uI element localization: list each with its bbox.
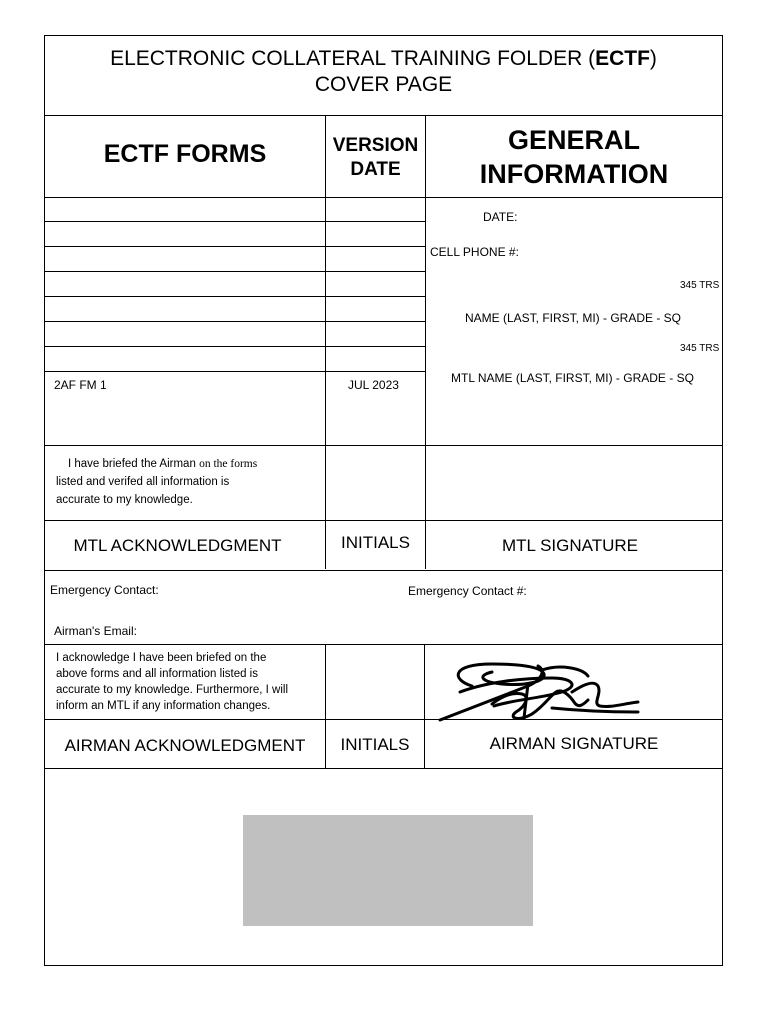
airman-initials-box[interactable] xyxy=(326,645,424,718)
divider xyxy=(424,644,425,769)
form-row-line xyxy=(44,321,425,322)
statement-text: on the forms xyxy=(199,458,258,470)
mtl-signature-label: MTL SIGNATURE xyxy=(501,536,638,555)
version-label: VERSION xyxy=(332,135,419,156)
divider xyxy=(44,197,723,198)
form-row-line xyxy=(44,371,425,372)
statement-text: accurate to my knowledge. Furthermore, I will xyxy=(56,684,289,696)
divider xyxy=(44,719,723,720)
form-row-line xyxy=(44,346,425,347)
name-field-label: NAME (LAST, FIRST, MI) - GRADE - SQ xyxy=(465,311,682,325)
statement-text: I have briefed the Airman xyxy=(68,458,200,470)
airman-briefing-statement xyxy=(56,650,288,714)
form-row-line xyxy=(44,221,425,222)
mtl-signature-box[interactable] xyxy=(426,446,722,520)
divider xyxy=(44,520,723,521)
airman-email-label: Airman's Email: xyxy=(54,624,137,638)
information-label: INFORMATION xyxy=(479,159,669,189)
statement-text: listed and verifed all information is xyxy=(56,476,230,488)
squadron-value: 345 TRS xyxy=(680,343,720,354)
form-row-line xyxy=(44,246,425,247)
airman-initials-label: INITIALS xyxy=(340,735,410,754)
mtl-briefing-statement xyxy=(56,455,257,509)
statement-text: I acknowledge I have been briefed on the xyxy=(56,652,267,664)
page-title xyxy=(45,46,722,98)
mtl-initials-box[interactable] xyxy=(326,446,425,520)
form-row-line xyxy=(44,271,425,272)
divider xyxy=(44,768,723,769)
emergency-contact-label: Emergency Contact: xyxy=(50,583,159,597)
airman-handwritten-signature xyxy=(432,656,642,722)
title-line-2: COVER PAGE xyxy=(314,73,453,96)
statement-text: above forms and all information listed is xyxy=(56,668,258,680)
forms-column-header: ECTF FORMS xyxy=(103,140,267,168)
title-prefix: ELECTRONIC COLLATERAL TRAINING FOLDER ( xyxy=(110,47,596,70)
redacted-block xyxy=(243,815,533,926)
mtl-initials-label: INITIALS xyxy=(341,533,410,552)
title-suffix: ) xyxy=(649,47,657,70)
airman-signature-label: AIRMAN SIGNATURE xyxy=(489,734,659,753)
cell-phone-field-label: CELL PHONE #: xyxy=(430,245,519,259)
general-label: GENERAL xyxy=(507,125,640,155)
date-field-label: DATE: xyxy=(483,210,518,224)
divider xyxy=(44,570,723,571)
emergency-contact-number-label: Emergency Contact #: xyxy=(408,584,527,598)
statement-text: accurate to my knowledge. xyxy=(56,494,193,506)
date-label: DATE xyxy=(350,159,401,180)
form-version-date: JUL 2023 xyxy=(348,378,399,392)
statement-text: inform an MTL if any information changes. xyxy=(56,700,271,712)
mtl-name-field-label: MTL NAME (LAST, FIRST, MI) - GRADE - SQ xyxy=(451,371,694,385)
version-date-column-header xyxy=(326,134,425,182)
mtl-acknowledgment-label: MTL ACKNOWLEDGMENT xyxy=(73,536,282,555)
divider xyxy=(44,115,723,116)
title-acronym: ECTF xyxy=(595,47,650,70)
squadron-value: 345 TRS xyxy=(680,280,720,291)
form-row-line xyxy=(44,296,425,297)
form-name: 2AF FM 1 xyxy=(54,378,107,392)
airman-acknowledgment-label: AIRMAN ACKNOWLEDGMENT xyxy=(64,736,306,755)
general-information-header xyxy=(426,123,722,191)
